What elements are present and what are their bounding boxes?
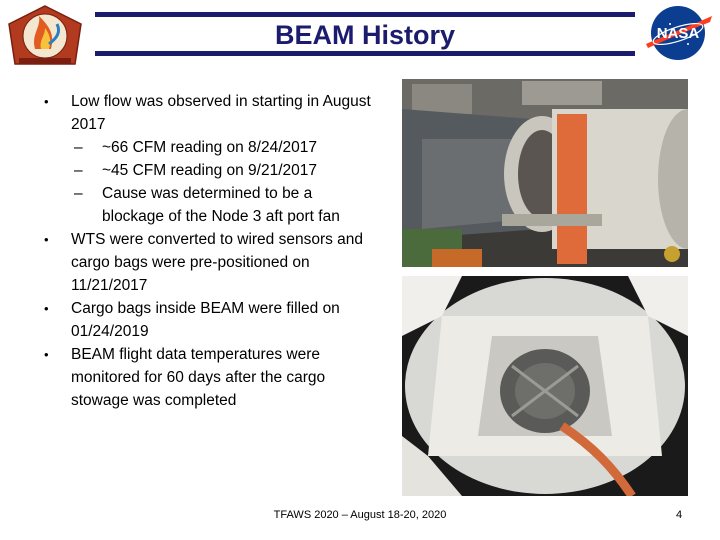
beam-fan-duct-photo [402,79,688,267]
bullet-marker: • [44,347,49,362]
bullet-marker: • [44,94,49,109]
tfaws-logo [5,4,85,72]
title-bottom-rule [95,51,635,56]
bullet-text: BEAM flight data temperatures were monitored for 60 days after the cargo stowage was completed [71,346,326,409]
sub-bullet-item [30,136,375,159]
sub-bullet-text: Cause was determined to be a blockage of the Node 3 aft port fan [102,185,340,225]
sub-bullet-text: ~66 CFM reading on 8/24/2017 [102,139,317,156]
title-top-rule [95,12,635,17]
sub-bullet-marker: – [74,162,83,179]
svg-text:NASA: NASA [656,25,700,42]
nasa-meatball-logo [640,4,716,62]
sub-bullet-marker: – [74,139,83,156]
slide-title: BEAM History [274,20,456,50]
bullet-marker: • [44,301,49,316]
sub-bullet-text: ~45 CFM reading on 9/21/2017 [102,162,317,179]
sub-bullet-item [30,182,375,228]
bullet-text: Low flow was observed in starting in August 2017 [71,93,371,133]
beam-interior-cargo-photo [402,276,688,496]
bullet-text: WTS were converted to wired sensors and cargo bags were pre-positioned on 11/21/2017 [71,231,364,294]
bullet-marker: • [44,232,49,247]
page-number: 4 [676,509,683,521]
sub-bullet-marker: – [74,185,83,202]
bullet-item [30,90,375,136]
sub-bullet-item [30,159,375,182]
bullet-item [30,343,375,412]
bullet-list [30,90,375,412]
bullet-text: Cargo bags inside BEAM were filled on 01/24/2019 [71,300,340,340]
title-banner [95,12,635,56]
bullet-item [30,228,375,297]
bullet-item [30,297,375,343]
footer-text: TFAWS 2020 – August 18-20, 2020 [273,509,447,521]
